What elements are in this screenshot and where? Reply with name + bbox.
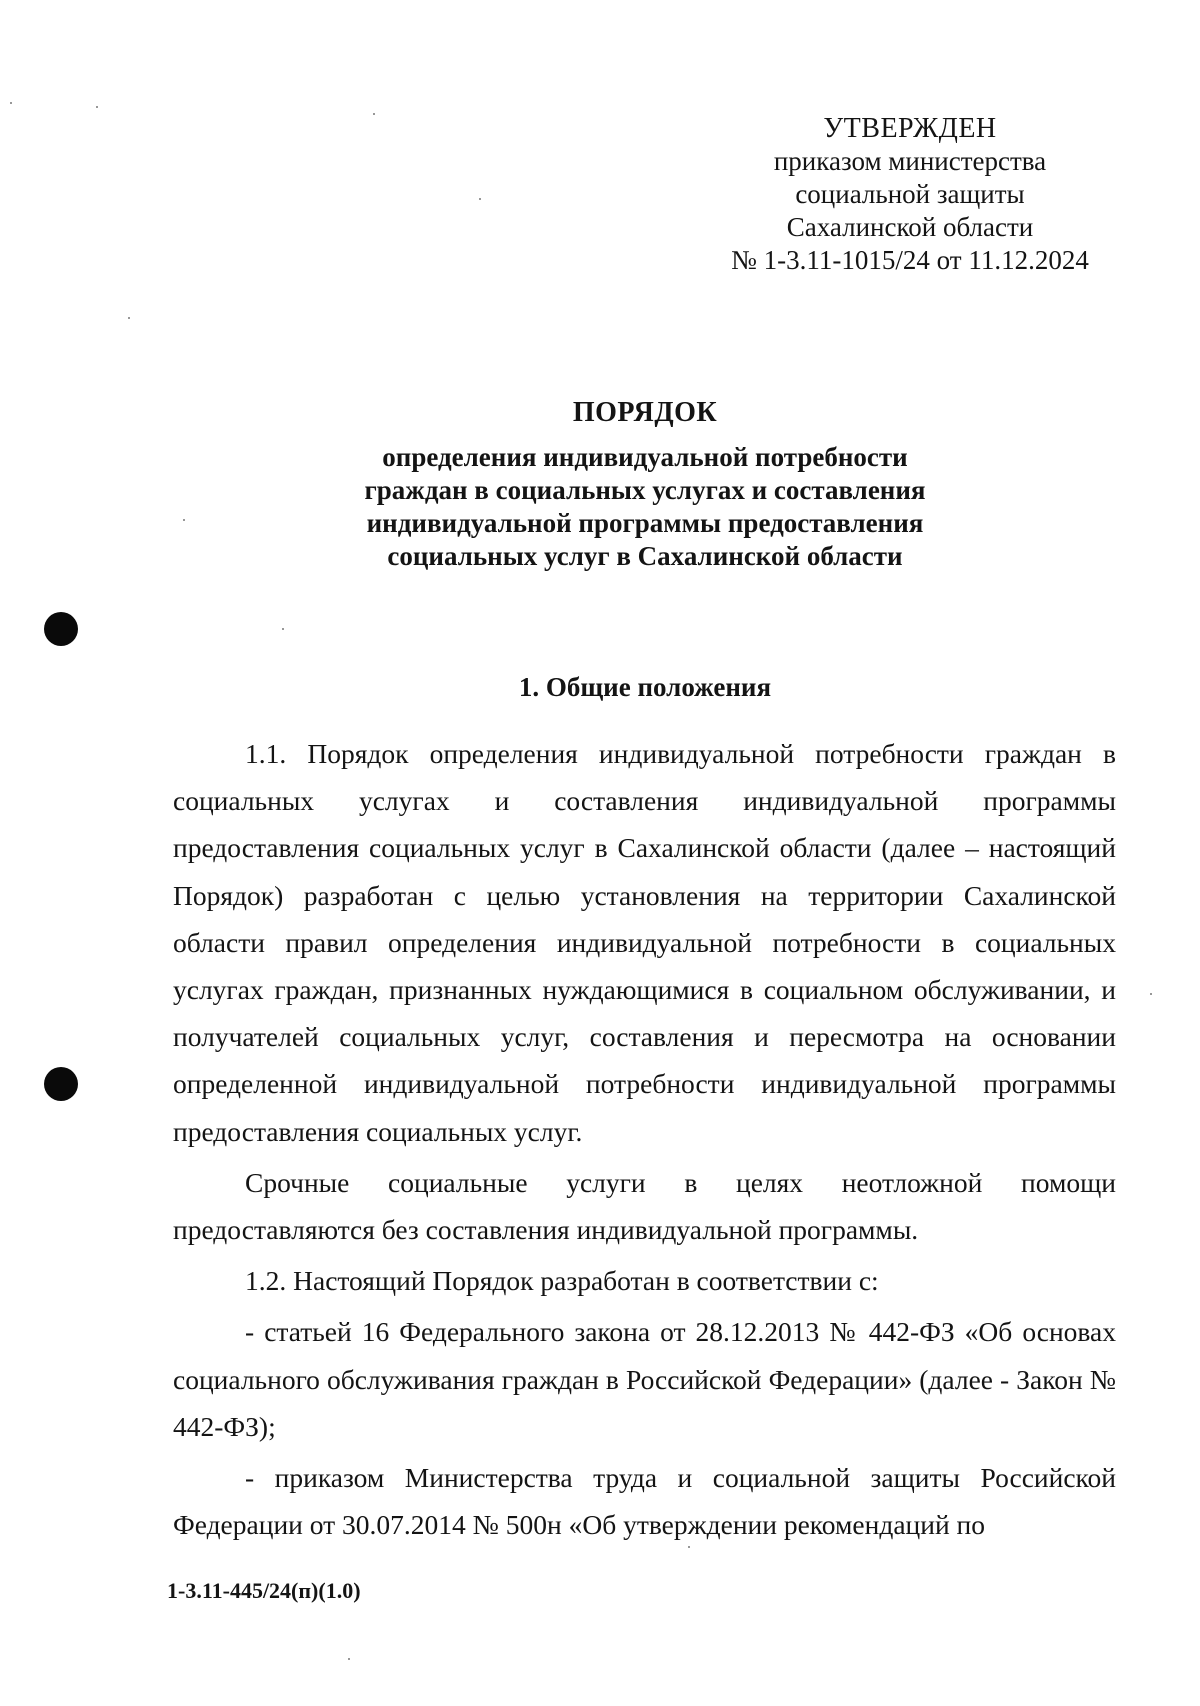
- scan-speck: [96, 106, 98, 108]
- approval-line: приказом министерства: [773, 146, 1047, 176]
- scan-speck: [373, 113, 375, 115]
- scan-speck: [479, 198, 481, 200]
- paragraph: - статьей 16 Федерального закона от 28.12.2013 № 442-ФЗ «Об основах социального обслуживания граждан в Российской Федерации» (далее - Закон № 442-ФЗ);: [173, 1316, 1116, 1442]
- scan-speck: [1150, 993, 1152, 995]
- title-line: определения индивидуальной потребности: [382, 442, 908, 472]
- approval-heading: УТВЕРЖДЕН: [823, 113, 997, 144]
- scan-speck: [282, 628, 284, 630]
- title-line: граждан в социальных услугах и составления: [364, 475, 926, 505]
- section-heading: 1. Общие положения: [518, 672, 772, 702]
- title-line: социальных услуг в Сахалинской области: [387, 541, 903, 571]
- paragraph: Срочные социальные услуги в целях неотложной помощи предоставляются без составления индивидуальной программы.: [173, 1166, 1116, 1246]
- approval-order-number: № 1-3.11-1015/24 от 11.12.2024: [731, 245, 1089, 275]
- approval-line: социальной защиты: [795, 179, 1025, 209]
- document-title: [170, 396, 1120, 573]
- paragraph: - приказом Министерства труда и социальной защиты Российской Федерации от 30.07.2014 № 500н «Об утверждении рекомендаций по: [173, 1462, 1116, 1541]
- document-body: [173, 730, 1116, 1552]
- title-main: ПОРЯДОК: [572, 397, 718, 428]
- footer-document-code: 1-3.11-445/24(п)(1.0): [167, 1578, 361, 1603]
- paragraph: 1.1. Порядок определения индивидуальной потребности граждан в социальных услугах и составления индивидуальной программы предоставления социальных услуг в Сахалинской области (далее – настоящий Порядок) разработан с целью установления на территории Сахалинской области правил определения индивидуальной потребности в социальных услугах граждан, признанных нуждающимися в социальном обслуживании, и получателей социальных услуг, составления и пересмотра на основании определенной индивидуальной потребности индивидуальной программы предоставления социальных услуг.: [173, 738, 1116, 1147]
- paragraph: 1.2. Настоящий Порядок разработан в соответствии с:: [245, 1265, 879, 1297]
- title-line: индивидуальной программы предоставления: [366, 508, 924, 538]
- approval-line: Сахалинской области: [786, 212, 1034, 242]
- scan-speck: [10, 102, 12, 104]
- approval-stamp: [700, 112, 1120, 277]
- scan-speck: [128, 317, 130, 319]
- punch-hole: [44, 612, 78, 646]
- scan-speck: [348, 1658, 350, 1660]
- punch-hole: [44, 1067, 78, 1101]
